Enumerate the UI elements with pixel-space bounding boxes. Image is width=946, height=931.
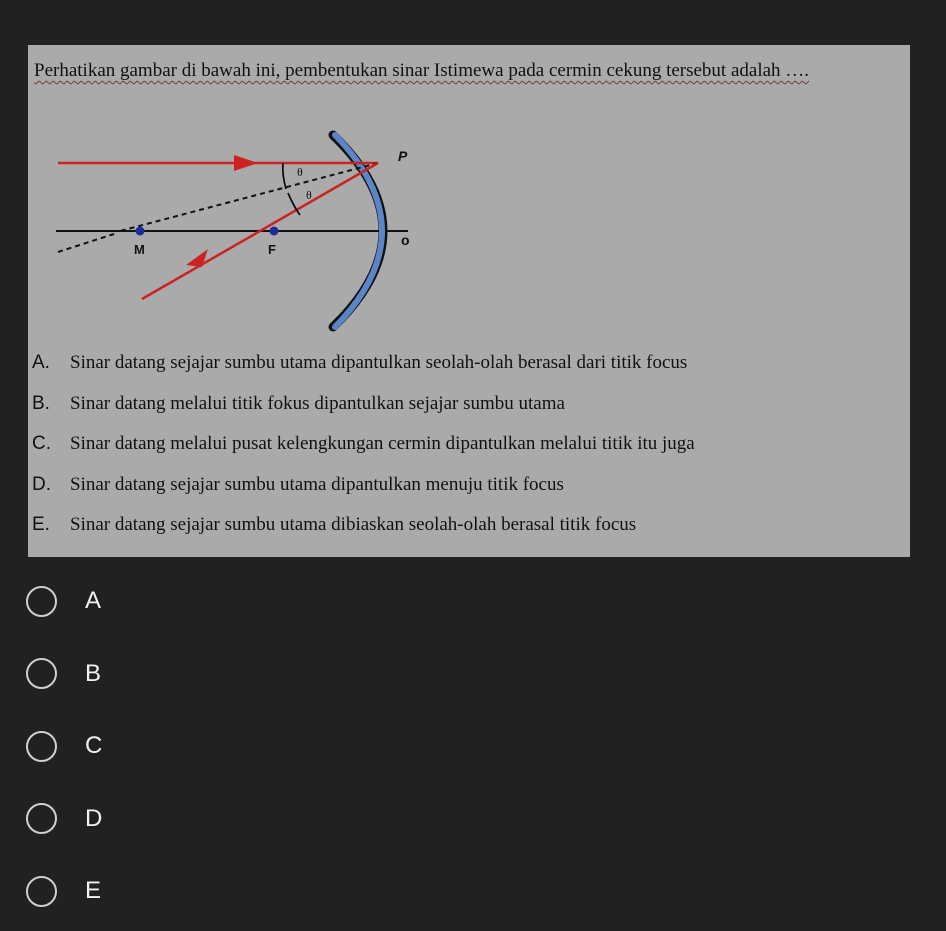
incident-ray-arrow (234, 155, 258, 171)
option-e (32, 505, 695, 546)
answer-label: E (85, 877, 102, 905)
theta-label-1: θ (297, 165, 303, 179)
label-f: F (268, 242, 276, 257)
normal-line (120, 163, 378, 231)
option-text: Sinar datang sejajar sumbu utama dibiaskan seolah-olah berasal titik focus (70, 514, 637, 536)
answer-label: B (85, 659, 102, 687)
concave-mirror-diagram (48, 127, 438, 337)
radio-button-icon[interactable] (26, 803, 57, 834)
option-letter: C. (32, 433, 51, 455)
axis-dashed-extension (58, 234, 114, 252)
radio-button-icon[interactable] (26, 731, 57, 762)
answer-label: D (85, 804, 103, 832)
answer-choice-c[interactable] (26, 710, 102, 783)
option-b (32, 384, 695, 425)
point-m (136, 227, 145, 236)
option-d (32, 465, 695, 506)
option-letter: D. (32, 473, 51, 495)
option-letter: B. (32, 392, 50, 414)
option-letter: A. (32, 352, 50, 374)
option-c (32, 424, 695, 465)
option-text: Sinar datang melalui titik fokus dipantulkan sejajar sumbu utama (70, 392, 565, 414)
option-text: Sinar datang sejajar sumbu utama dipantulkan menuju titik focus (70, 473, 564, 495)
label-m: M (134, 242, 145, 257)
options-list (32, 343, 695, 546)
angle-arc-incident (283, 163, 286, 189)
answer-label: A (85, 587, 102, 615)
point-f (270, 227, 279, 236)
answer-choice-b[interactable] (26, 638, 102, 711)
option-text: Sinar datang sejajar sumbu utama dipantulkan seolah-olah berasal dari titik focus (70, 352, 688, 374)
theta-label-2: θ (306, 188, 312, 202)
answer-choices (26, 565, 102, 928)
answer-choice-d[interactable] (26, 783, 102, 856)
radio-button-icon[interactable] (26, 658, 57, 689)
radio-button-icon[interactable] (26, 586, 57, 617)
answer-label: C (85, 732, 103, 760)
label-p: P (398, 148, 408, 164)
option-letter: E. (32, 514, 50, 536)
answer-choice-a[interactable] (26, 565, 102, 638)
question-text: Perhatikan gambar di bawah ini, pembentukan sinar Istimewa pada cermin cekung tersebut adalah …. (34, 60, 810, 81)
option-text: Sinar datang melalui pusat kelengkungan cermin dipantulkan melalui titik itu juga (70, 433, 695, 455)
option-a (32, 343, 695, 384)
answer-choice-e[interactable] (26, 855, 102, 928)
radio-button-icon[interactable] (26, 876, 57, 907)
label-o: o (401, 232, 410, 248)
question-card (28, 45, 910, 557)
